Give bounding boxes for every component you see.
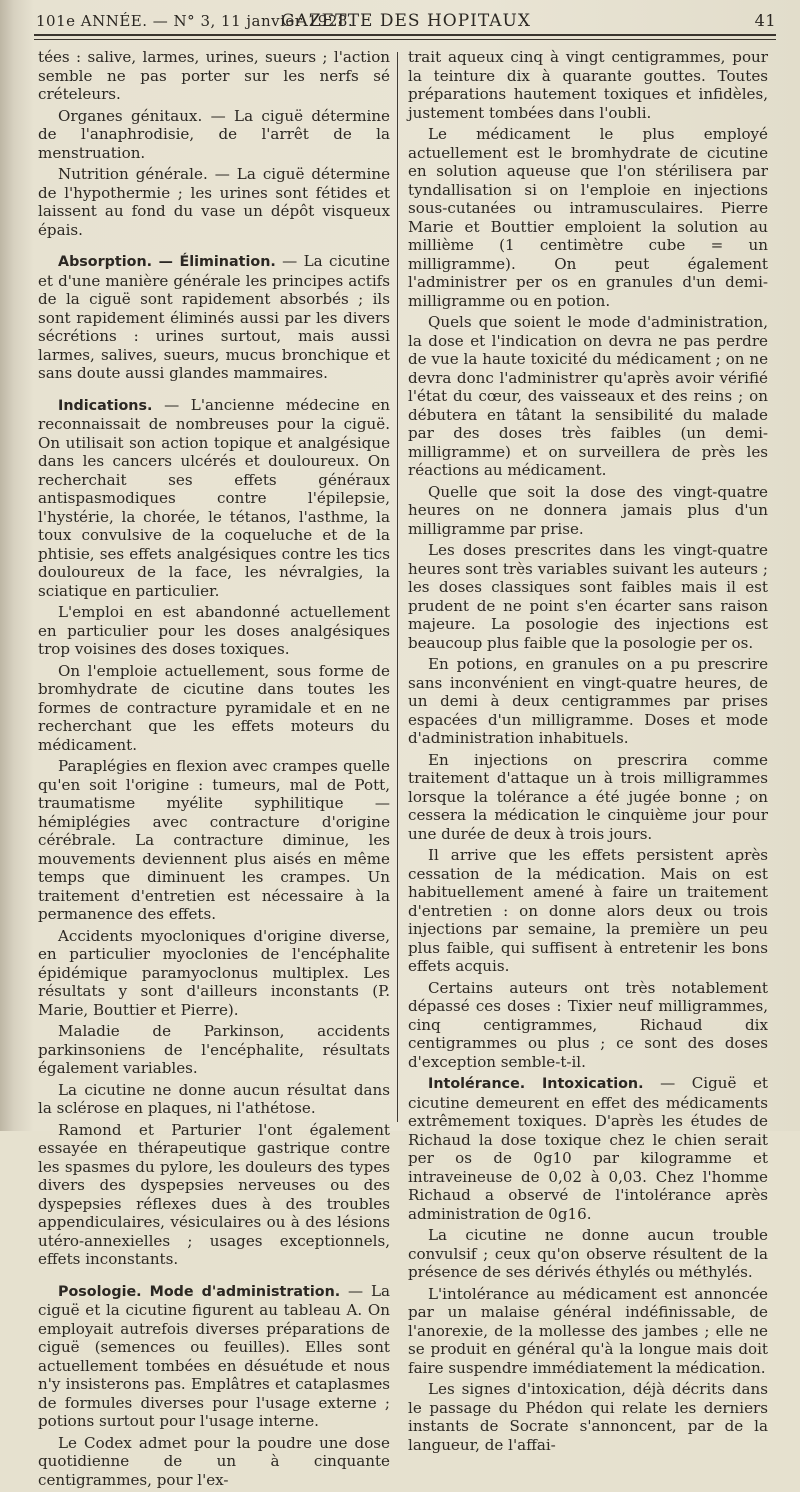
paragraph: trait aqueux cinq à vingt centigrammes, pour la teinture dix à quarante gouttes. Toutes préparations hautement toxiques et infidèles, justement tombées dans l'oubli. — [408, 48, 768, 122]
section-heading: Indications. — [58, 397, 153, 414]
paragraph: Nutrition générale. — La ciguë détermine de l'hypothermie ; les urines sont fétides et laissent au fond du vase un dépôt visqueux épais. — [38, 165, 390, 239]
journal-title: GAZETTE DES HOPITAUX — [280, 11, 531, 31]
section-text: — Ciguë et cicutine demeurent en effet des médicaments extrêmement toxiques. D'après les études de Richaud la dose toxique chez le chien serait per os de 0g10 par kilogramme et intraveineuse de 0,02 à 0,03. Chez l'homme Richaud a observé de l'intolérance après administration de 0g16. — [408, 1074, 768, 1223]
section-text: — La ciguë et la cicutine figurent au tableau A. On employait autrefois diverses préparations de ciguë (semences ou feuilles). Elles sont actuellement tombées en désuétude et nous n'y insisterons pas. Emplâtres et cataplasmes de formules diverses pour l'usage externe ; potions surtout pour l'usage interne. — [38, 1281, 390, 1430]
page-number: 41 — [754, 11, 776, 30]
paragraph: Certains auteurs ont très notablement dépassé ces doses : Tixier neuf milligrammes, cinq centigrammes, Richaud dix centigrammes ou plus ; ce sont des doses d'exception semble-t-il. — [408, 978, 768, 1071]
paragraph: Quelle que soit la dose des vingt-quatre heures on ne donnera jamais plus d'un milligramme par prise. — [408, 482, 768, 538]
paragraph: Le Codex admet pour la poudre une dose quotidienne de un à cinquante centigrammes, pour l'ex- — [38, 1433, 390, 1489]
paragraph: Quels que soient le mode d'administration, la dose et l'indication on devra ne pas perdre de vue la haute toxicité du médicament ; on ne devra donc l'administrer qu'après avoir vérifié l'état du cœur, des vaisseaux et des reins ; on débutera en tâtant la sensibilité du malade par des doses très faibles (un demi-milligramme) et on surveillera de près les réactions au médicament. — [408, 313, 768, 479]
paragraph: Maladie de Parkinson, accidents parkinsoniens de l'encéphalite, résultats également variables. — [38, 1022, 390, 1077]
section-heading: Intolérance. Intoxication. — [428, 1076, 644, 1092]
paragraph: Il arrive que les effets persistent après cessation de la médication. Mais on est habituellement amené à faire un traitement d'entretien : on donne alors deux ou trois injections par semaine, la première un peu plus faible, qui suffisent à entretenir les bons effets acquis. — [408, 846, 768, 975]
section-heading: Absorption. — Élimination. — [58, 254, 276, 270]
paragraph: En potions, en granules on a pu prescrire sans inconvénient en vingt-quatre heures, de un demi à deux centigrammes par prises espacées d'un milligramme. Doses et mode d'administration inhabituels. — [408, 655, 768, 747]
issue-info: 101e ANNÉE. — N° 3, 11 janvier 1928. — [36, 12, 354, 30]
paragraph: Paraplégies en flexion avec crampes quelle qu'en soit l'origine : tumeurs, mal de Pott, traumatisme myélite syphilitique — hémiplégies avec contracture d'origine cérébrale. La contracture diminue, les mouvements deviennent plus aisés en même temps que diminuent les crampes. Un traitement d'entretien est nécessaire à la permanence des effets. — [38, 757, 390, 923]
column-divider — [397, 52, 398, 1122]
paragraph: Le médicament le plus employé actuellement est le bromhydrate de cicutine en solution aqueuse que l'on stérilisera par tyndallisation si on l'emploie en injections sous-cutanées ou intramusculaires. Pierre Marie et Bouttier emploient la solution au millième (1 centimètre cube = un milligramme). On peut également l'administrer per os en granules d'un demi-milligramme ou en potion. — [408, 125, 768, 310]
section-heading: Posologie. Mode d'administration. — [58, 1283, 341, 1300]
header-rule — [34, 34, 776, 40]
paragraph-absorption — [38, 252, 390, 383]
section-text: — L'ancienne médecine en reconnaissait de nombreuses pour la ciguë. On utilisait son action topique et analgésique dans les cancers ulcérés et douloureux. On recherchait ses effets généraux antispasmodiques contre l'épilepsie, l'hystérie, la chorée, le tétanos, l'asthme, la toux convulsive de la coqueluche et de la phtisie, ses effets analgésiques contre les tics douloureux de la face, les névralgies, la sciatique en particulier. — [38, 395, 390, 600]
section-text: — La cicutine et d'une manière générale les principes actifs de la ciguë sont rapidement absorbés ; ils sont rapidement éliminés aussi par les divers sécrétions : urines surtout, mais aussi larmes, salives, sueurs, mucus bronchique et sans doute aussi glandes mammaires. — [38, 252, 390, 382]
page-header — [36, 6, 776, 32]
paragraph: tées : salive, larmes, urines, sueurs ; l'action semble ne pas porter sur les nerfs sé crételeurs. — [38, 48, 390, 103]
paragraph: Ramond et Parturier l'ont également essayée en thérapeutique gastrique contre les spasmes du pylore, les douleurs des types divers des dyspepsies nerveuses ou des dyspepsies réflexes dues à des troubles appendiculaires, vésiculaires ou à des lésions utéro-annexielles ; usages exceptionnels, effets inconstants. — [38, 1120, 390, 1268]
paragraph-indications — [38, 396, 390, 601]
paragraph: Organes génitaux. — La ciguë détermine de l'anaphrodisie, de l'arrêt de la menstruation. — [38, 106, 390, 162]
paragraph: L'intolérance au médicament est annoncée par un malaise général indéfinissable, de l'anorexie, de la mollesse des jambes ; elle ne se produit en général qu'à la longue mais doit faire suspendre immédiatement la médication. — [408, 1284, 768, 1377]
paragraph: La cicutine ne donne aucun résultat dans la sclérose en plaques, ni l'athétose. — [38, 1080, 390, 1117]
paragraph: La cicutine ne donne aucun trouble convulsif ; ceux qu'on observe résultent de la présence de ses dérivés éthylés ou méthylés. — [408, 1226, 768, 1281]
paragraph: L'emploi en est abandonné actuellement en particulier pour les doses analgésiques trop voisines des doses toxiques. — [38, 603, 390, 658]
paragraph: Les signes d'intoxication, déjà décrits dans le passage du Phédon qui relate les derniers instants de Socrate s'annoncent, par de la langueur, de l'affai- — [408, 1380, 768, 1454]
paragraph: On l'emploie actuellement, sous forme de bromhydrate de cicutine dans toutes les formes de contracture pyramidale et en ne recherchant que les effets moteurs du médicament. — [38, 661, 390, 754]
paragraph: Les doses prescrites dans les vingt-quatre heures sont très variables suivant les auteurs ; les doses classiques sont faibles mais il est prudent de ne point s'en écarter sans raison majeure. La posologie des injections est beaucoup plus faible que la posologie per os. — [408, 541, 768, 652]
paragraph: Accidents myocloniques d'origine diverse, en particulier myoclonies de l'encéphalite épidémique paramyoclonus multiplex. Les résultats y sont d'ailleurs inconstants (P. Marie, Bouttier et Pierre). — [38, 926, 390, 1019]
paragraph-intolerance — [408, 1074, 768, 1223]
paragraph: En injections on prescrira comme traitement d'attaque un à trois milligrammes lorsque la tolérance a été jugée bonne ; on cessera la médication le cinquième jour pour une durée de deux à trois jours. — [408, 750, 768, 843]
left-column — [38, 48, 390, 1492]
right-column — [408, 48, 768, 1457]
paragraph-posologie — [38, 1282, 390, 1431]
